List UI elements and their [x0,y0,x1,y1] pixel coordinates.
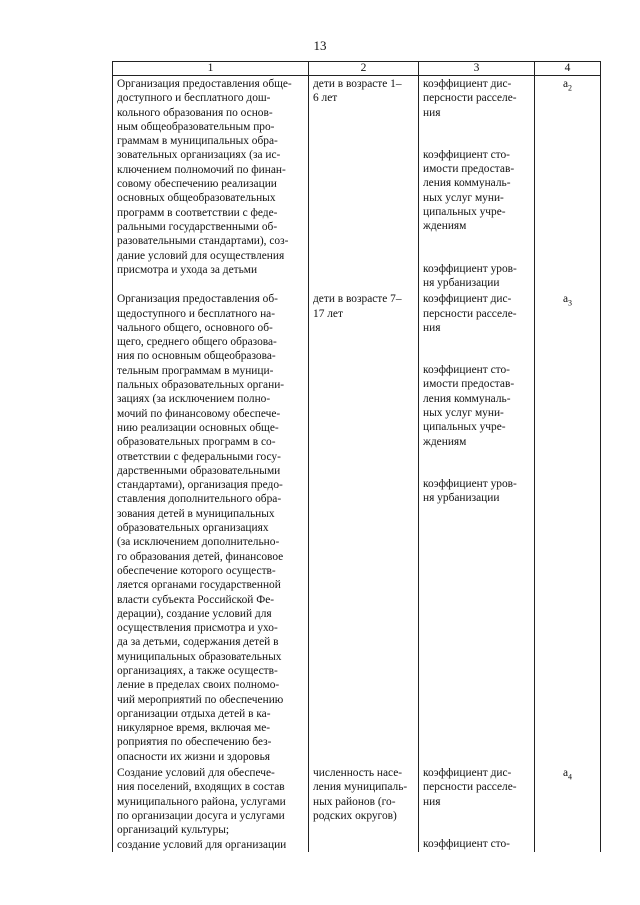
text-line: никулярное время, включая ме- [117,722,271,735]
text-line: коэффициент дис- [423,293,512,306]
text-line: коэффициент дис- [423,767,512,780]
text-line: организаций культуры; [117,824,230,837]
coefficients-cell [419,76,535,291]
coefficients-cell [419,291,535,765]
coefficient-block [423,292,530,335]
text-line: ление в пределах своих полномо- [117,679,280,692]
text-line: дерации), создание условий для [117,607,272,620]
coefficient-subscript: 2 [568,83,573,93]
coefficient-block [423,77,530,120]
coefficient-subscript: 3 [568,298,573,308]
text-line: ления муниципаль- [313,781,408,794]
text-line: коэффициент сто- [423,837,510,850]
text-line: зования детей в муниципальных [117,507,275,520]
text-line: ния поселений, входящих в состав [117,781,285,794]
column-header: 1 [113,62,309,76]
text-line: персности расселе- [423,92,517,105]
text-line: (за исключением дополнительно- [117,536,280,549]
text-line: ответствии с федеральными госу- [117,450,281,463]
text-line: мочий по финансовому обеспече- [117,407,281,420]
table-row [113,765,601,852]
text-line: обеспечение которого осуществ- [117,564,276,577]
text-line: разовательными стандартами), соз- [117,235,289,248]
coefficient-symbol-cell [535,76,601,291]
text-line: власти субъекта Российской Фе- [117,593,275,606]
coefficient-symbol: a [562,78,569,90]
text-line: ня урбанизации [423,276,500,289]
indicator-cell [309,291,419,765]
text-line: 6 лет [313,92,338,105]
coefficient-symbol: a [562,293,569,306]
text-line: численность насе- [313,767,403,780]
text-line: щедоступного и бесплатного на- [117,307,276,320]
text-line: ных услуг муни- [423,407,504,420]
coefficients-cell [419,765,535,852]
text-line: образовательных программ в со- [117,436,276,449]
text-line: имости предостав- [423,378,515,391]
text-line: зациях (за исключением полно- [117,393,271,406]
text-line: 17 лет [313,307,343,320]
coefficient-symbol: a [562,767,569,780]
text-line: совому обеспечению реализации [117,178,277,191]
text-line: стандартами), организация предо- [117,479,283,492]
text-line: ных районов (го- [313,795,396,808]
coefficient-subscript: 4 [568,772,573,782]
text-line: пальных образовательных органи- [117,379,285,392]
text-line: имости предостав- [423,163,515,176]
text-line: коэффициент дис- [423,78,512,90]
text-line: чального общего, основного об- [117,321,273,334]
text-line: коэффициент уров- [423,477,517,490]
text-line: ральными государственными об- [117,220,278,233]
table-row [113,76,601,291]
text-line: доступного и бесплатного дош- [117,92,271,105]
text-line: коэффициент уров- [423,262,517,275]
coefficient-block [423,766,530,809]
text-line: присмотра и ухода за детьми [117,263,258,276]
coefficient-block [423,837,530,851]
page-number: 13 [313,38,327,53]
text-line: муниципального района, услугами [117,795,286,808]
text-line: дание условий для осуществления [117,249,285,262]
text-line: ждениям [423,435,467,448]
text-line: организации отдыха детей в ка- [117,707,271,720]
text-line: ждениям [423,220,467,233]
authority-description-cell [113,765,309,852]
text-line: ня урбанизации [423,492,500,505]
text-line: создание условий для организации [117,838,287,851]
spacer [423,449,530,463]
text-line: кольного образования по основ- [117,106,273,119]
text-line: персности расселе- [423,307,517,320]
text-line: граммам в муниципальных обра- [117,135,278,148]
text-line: ных услуг муни- [423,191,504,204]
text-line: го образования детей, финансовое [117,550,284,563]
text-line: основных общеобразовательных [117,192,276,205]
allocation-table [112,61,601,852]
text-line: ключением полномочий по финан- [117,163,286,176]
text-line: по организации досуга и услугами [117,809,285,822]
text-line: ния [423,106,441,119]
text-line: ления коммуналь- [423,177,511,190]
spacer [423,335,530,349]
coefficient-symbol-cell [535,291,601,765]
text-line: персности расселе- [423,781,517,794]
coefficient-symbol-cell [535,765,601,852]
text-line: коэффициент сто- [423,148,510,161]
text-line: дарственными образовательными [117,464,281,477]
text-line: образовательных организациях [117,522,269,535]
spacer [423,823,530,837]
coefficient-block [423,477,530,506]
text-line: ния по основным общеобразова- [117,350,276,363]
text-line: коэффициент сто- [423,364,510,377]
text-line: дети в возрасте 7– [313,293,402,306]
text-line: зовательных организациях (за ис- [117,149,281,162]
text-line: ципальных учре- [423,421,506,434]
text-line: тельным программам в муници- [117,364,274,377]
text-line: Организация предоставления об- [117,293,278,306]
spacer [423,349,530,363]
coefficient-block [423,262,530,291]
text-line: организациях, а также осуществ- [117,664,278,677]
column-header: 2 [309,62,419,76]
text-line: дети в возрасте 1– [313,78,402,90]
text-line: ления коммуналь- [423,392,511,405]
coefficient-block [423,148,530,234]
table-row [113,291,601,765]
column-header: 4 [535,62,601,76]
text-line: опасности их жизни и здоровья [117,750,271,763]
text-line: Организация предоставления обще- [117,78,292,90]
text-line: щего, среднего общего образова- [117,336,277,349]
text-line: ставления дополнительного обра- [117,493,282,506]
text-line: программ в соответствии с феде- [117,206,278,219]
text-line: ным общеобразовательным про- [117,120,275,133]
text-line: Создание условий для обеспече- [117,767,275,780]
text-line: чий мероприятий по обеспечению [117,693,284,706]
spacer [423,120,530,134]
text-line: нию реализации основных обще- [117,421,279,434]
spacer [423,809,530,823]
table-header-row [113,62,601,76]
text-line: ния [423,321,441,334]
indicator-cell [309,765,419,852]
authority-description-cell [113,291,309,765]
authority-description-cell [113,76,309,291]
spacer [423,234,530,248]
column-header: 3 [419,62,535,76]
text-line: ния [423,795,441,808]
coefficient-block [423,363,530,449]
text-line: да за детьми, содержания детей в [117,636,279,649]
spacer [423,134,530,148]
text-line: осуществления присмотра и ухо- [117,622,278,635]
spacer [423,463,530,477]
text-line: ципальных учре- [423,206,506,219]
text-line: родских округов) [313,809,397,822]
spacer [423,248,530,262]
text-line: роприятия по обеспечению без- [117,736,272,749]
text-line: ляется органами государственной [117,579,281,592]
text-line: муниципальных образовательных [117,650,282,663]
indicator-cell [309,76,419,291]
